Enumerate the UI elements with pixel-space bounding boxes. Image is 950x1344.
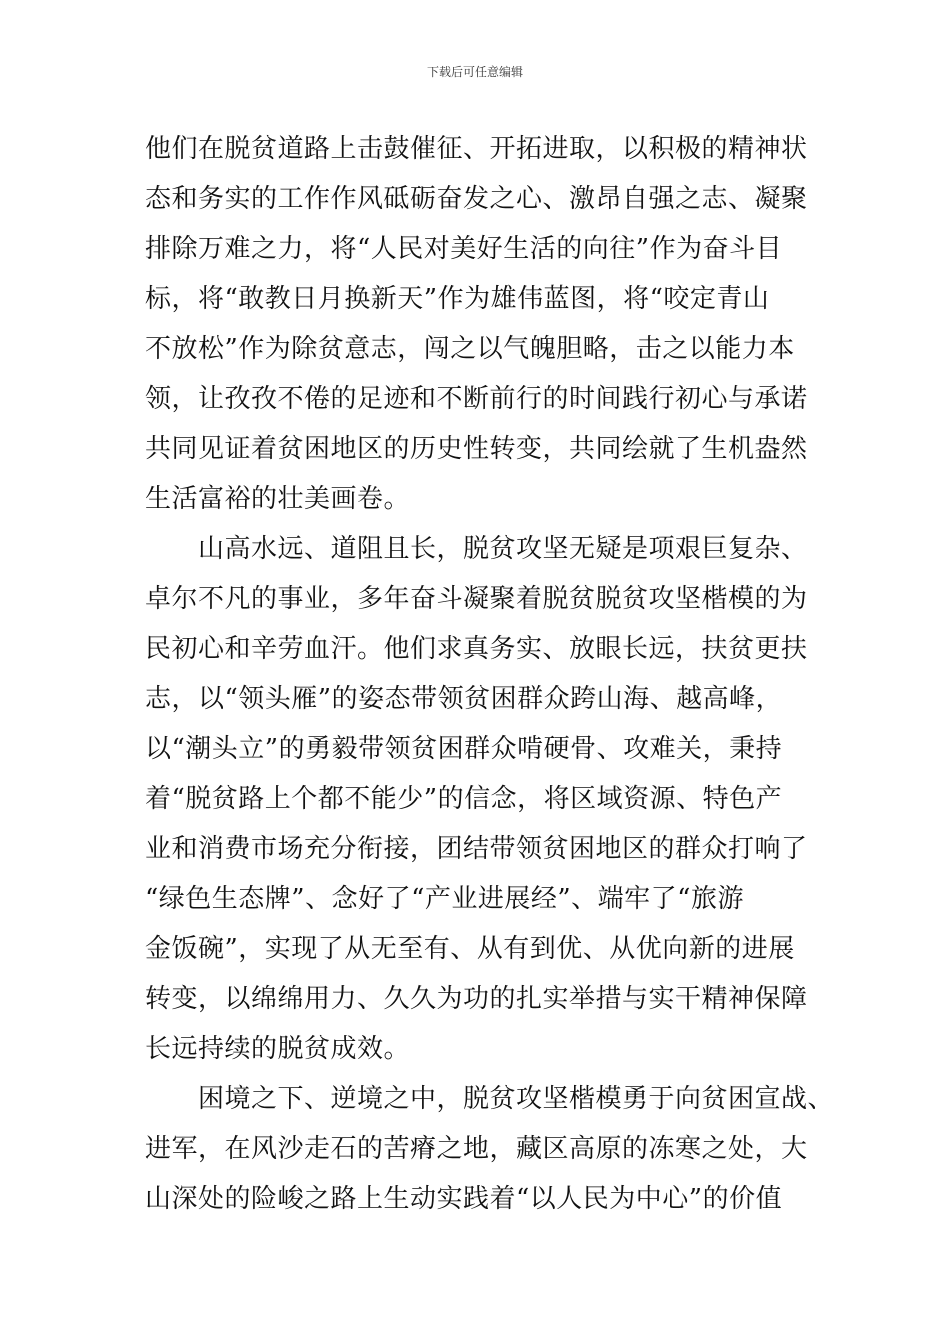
text-line: 标，将“敢教日月换新天”作为雄伟蓝图，将“咬定青山 — [145, 284, 770, 314]
text-line: 共同见证着贫困地区的历史性转变，共同绘就了生机盎然 — [145, 434, 808, 464]
text-line: 山深处的险峻之路上生动实践着“以人民为中心”的价值 — [145, 1184, 783, 1214]
text-line: 领，让孜孜不倦的足迹和不断前行的时间践行初心与承诺 — [145, 384, 808, 414]
text-line: 民初心和辛劳血汗。他们求真务实、放眼长远，扶贫更扶 — [145, 634, 808, 664]
text-line: 生活富裕的壮美画卷。 — [145, 484, 411, 514]
text-line: 以“潮头立”的勇毅带领贫困群众啃硬骨、攻难关，秉持 — [145, 734, 783, 764]
text-line: 不放松”作为除贫意志，闯之以气魄胆略，击之以能力本 — [145, 334, 795, 364]
text-line: 金饭碗”，实现了从无至有、从有到优、从优向新的进展 — [145, 934, 795, 964]
text-line: “绿色生态牌”、念好了“产业进展经”、端牢了“旅游 — [145, 884, 744, 914]
text-line: 长远持续的脱贫成效。 — [145, 1034, 411, 1064]
text-line: 态和务实的工作作风砥砺奋发之心、激昂自强之志、凝聚 — [145, 184, 808, 214]
text-line: 排除万难之力，将“人民对美好生活的向往”作为奋斗目 — [145, 234, 783, 264]
text-line: 志，以“领头雁”的姿态带领贫困群众跨山海、越高峰， — [145, 684, 783, 714]
text-line: 卓尔不凡的事业，多年奋斗凝聚着脱贫脱贫攻坚楷模的为 — [145, 584, 808, 614]
document-body — [145, 124, 835, 1224]
text-line: 业和消费市场充分衔接，团结带领贫困地区的群众打响了 — [145, 834, 808, 864]
text-line: 他们在脱贫道路上击鼓催征、开拓进取，以积极的精神状 — [145, 134, 808, 164]
text-line: 进军，在风沙走石的苦瘠之地，藏区高原的冻寒之处，大 — [145, 1134, 808, 1164]
text-line: 困境之下、逆境之中，脱贫攻坚楷模勇于向贫困宣战、 — [145, 1084, 835, 1114]
text-line: 转变，以绵绵用力、久久为功的扎实举措与实干精神保障 — [145, 984, 808, 1014]
text-line: 着“脱贫路上个都不能少”的信念，将区域资源、特色产 — [145, 784, 783, 814]
page-header: 下载后可任意编辑 — [426, 65, 523, 79]
text-line: 山高水远、道阻且长，脱贫攻坚无疑是项艰巨复杂、 — [145, 534, 808, 564]
